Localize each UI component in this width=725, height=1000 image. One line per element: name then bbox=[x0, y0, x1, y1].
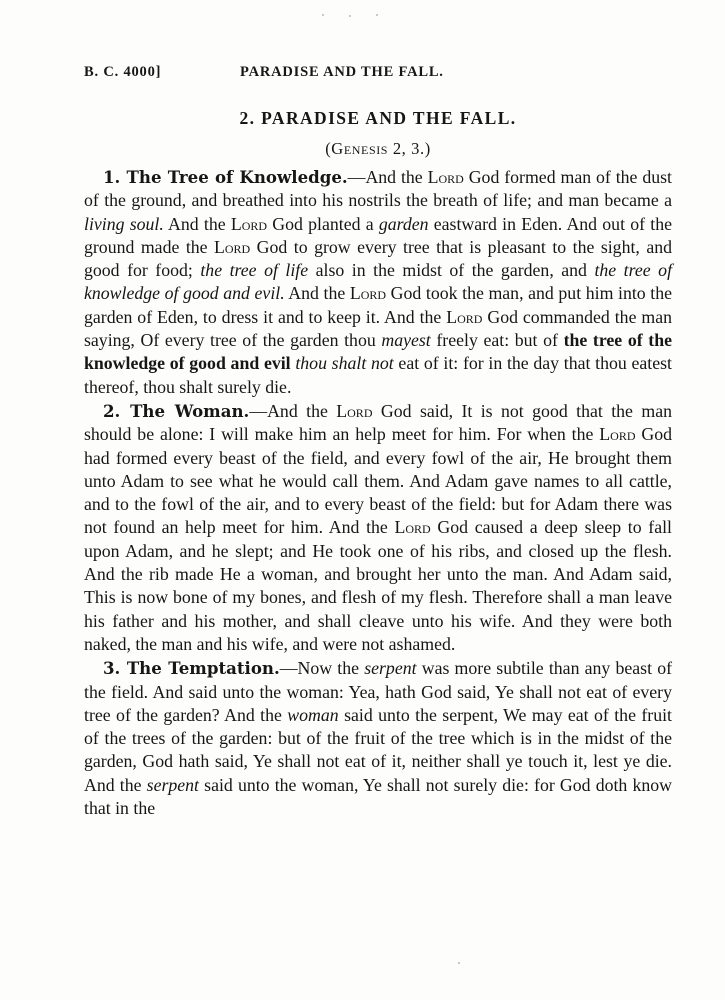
text-run: eat of it: for in the day that thou eatest thereof, thou shalt surely die. bbox=[84, 353, 672, 397]
text-run: God had formed every beast of the field, and every fowl of the air, He brought them unto Adam to see what he would call them. And Adam gave names to all cattle, and to the fowl of the air, and to every beast of the field: but for Adam there was not found an help meet for him. And the bbox=[84, 424, 672, 538]
lord-small-caps: Lord bbox=[230, 213, 268, 234]
lord-small-caps: Lord bbox=[427, 167, 464, 187]
chapter-title: 2. PARADISE AND THE FALL. bbox=[239, 108, 517, 128]
italic-run: garden bbox=[378, 213, 429, 234]
italic-run: thou shalt not bbox=[295, 353, 394, 374]
print-speck bbox=[376, 14, 378, 16]
lord-small-caps: Lord bbox=[394, 517, 431, 538]
italic-run: the tree of knowledge of good and evil. bbox=[84, 260, 673, 304]
text-run: God to grow every tree that is pleasant to the sight, and good for food; bbox=[84, 236, 672, 281]
text-run: said unto the serpent, We may eat of the fruit of the trees of the garden: but of the fruit of the tree which is in the midst of the garden, God hath said, Ye shall not eat of it, neither shall ye touch it, lest ye die. And the bbox=[84, 704, 672, 795]
running-head bbox=[84, 64, 672, 86]
section-heading: 2. The Woman. bbox=[103, 400, 250, 421]
scripture-reference bbox=[84, 139, 672, 159]
reference-book: Genesis bbox=[331, 139, 389, 158]
italic-run: living soul. bbox=[84, 213, 164, 234]
text-run: was more subtile than any beast of the field. And said unto the woman: Yea, hath God said, Ye shall not eat of every tree of the garden? And the bbox=[84, 658, 673, 725]
lord-small-caps: Lord bbox=[349, 283, 387, 304]
section-heading: 3. The Temptation. bbox=[103, 658, 280, 679]
text-run: God said, It is not good that the man should be alone: I will make him an help meet for him. For when the bbox=[84, 400, 672, 445]
print-speck bbox=[458, 962, 460, 964]
text-run: said unto the woman, Ye shall not surely die: for God doth know that in the bbox=[84, 774, 672, 819]
section-heading: 1. The Tree of Knowledge. bbox=[103, 167, 348, 187]
running-head-title: PARADISE AND THE FALL. bbox=[240, 64, 444, 80]
text-run: God planted a bbox=[267, 213, 379, 234]
reference-chapters: 2, 3.) bbox=[388, 139, 431, 158]
bold-run: the tree of the knowledge of good and evil bbox=[84, 330, 672, 374]
italic-run: serpent bbox=[364, 658, 417, 679]
italic-run: woman bbox=[287, 704, 339, 725]
italic-run: the tree of life bbox=[200, 260, 309, 281]
text-run: freely eat: but of bbox=[430, 330, 564, 351]
italic-run: serpent bbox=[146, 774, 200, 795]
text-run: And the bbox=[284, 283, 350, 304]
text-run: And the bbox=[163, 213, 231, 234]
text-run: God formed man of the dust of the ground, and breathed into his nostrils the breath of life; and man became a bbox=[84, 167, 672, 211]
running-head-era: B. C. 4000] bbox=[84, 64, 162, 80]
section-tree-of-knowledge bbox=[84, 166, 672, 399]
text-run: —Now the bbox=[279, 658, 365, 679]
body-text bbox=[84, 166, 672, 820]
text-run: —And the bbox=[347, 167, 428, 187]
lord-small-caps: Lord bbox=[599, 424, 636, 445]
text-run: eastward in Eden. And out of the ground made the bbox=[84, 213, 673, 257]
lord-small-caps: Lord bbox=[214, 236, 251, 257]
text-run: also in the midst of the garden, and bbox=[308, 260, 595, 281]
italic-run: mayest bbox=[381, 330, 431, 351]
print-speck bbox=[349, 15, 351, 17]
reference-open: ( bbox=[325, 139, 332, 158]
lord-small-caps: Lord bbox=[446, 306, 483, 327]
print-speck bbox=[322, 14, 324, 16]
text-run: God commanded the man saying, Of every tree of the garden thou bbox=[84, 306, 672, 351]
text-run: God caused a deep sleep to fall upon Adam, and he slept; and He took one of his ribs, and closed up the flesh. And the rib made He a woman, and brought her unto the man. And Adam said, This is now bone of my bones, and flesh of my flesh. Therefore shall a man leave his father and his mother, and shall cleave unto his wife. And they were both naked, the man and his wife, and were not ashamed. bbox=[84, 517, 672, 654]
text-run: God took the man, and put him into the garden of Eden, to dress it and to keep it. And the bbox=[84, 283, 673, 327]
text-run: —And the bbox=[249, 400, 337, 421]
section-the-woman bbox=[84, 400, 672, 656]
section-the-temptation bbox=[84, 657, 672, 820]
lord-small-caps: Lord bbox=[336, 400, 373, 421]
